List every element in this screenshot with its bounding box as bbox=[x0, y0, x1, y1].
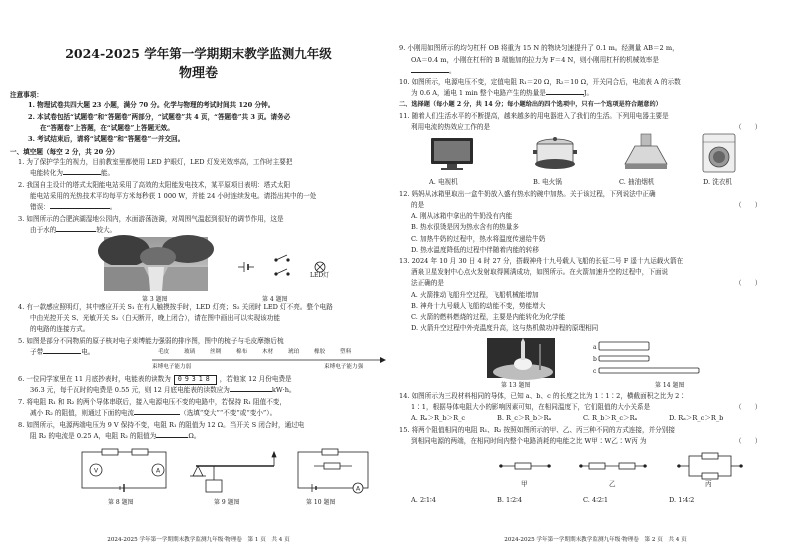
q15-option-c[interactable]: C. 4∶2∶1 bbox=[583, 496, 609, 504]
right-page bbox=[397, 0, 794, 554]
svg-text:c: c bbox=[593, 368, 597, 375]
note-2b: 在“答题卷”上答题，在“试题卷”上答题无效。 bbox=[40, 124, 174, 132]
q15-label-yi: 乙 bbox=[609, 480, 616, 488]
q1-line1: 1. 为了保护学生的视力，目前教室里都使用 LED 护眼灯，LED 灯发光效率高，工作时主要把 bbox=[18, 158, 293, 166]
q3-line1: 3. 如图所示的合肥滨湖湿地公园内，水面游荡涟漪，对周围气温起到很好的调节作用，这是 bbox=[18, 215, 284, 223]
q13-line1: 13. 2024 年 10 月 30 日 4 时 27 分，搭载神舟十九号载人飞船的长征二号 F 遥十九运载火箭在 bbox=[399, 257, 684, 265]
q2-line2: 能电站采用的光热技术平均每平方米每秒获 1 000 W，并能 24 小时连续发电。请指出其中的一处 bbox=[30, 192, 317, 200]
q14-option-d[interactable]: D. Rₐ＞R_c＞R_b bbox=[669, 414, 724, 422]
q13-option-d[interactable]: D. 火箭升空过程中外壳温度升高，这与热机做功冲程的原理相同 bbox=[411, 324, 599, 332]
q13-line3: 法正确的是 bbox=[411, 279, 444, 287]
q5-label-6: 橡胶 bbox=[314, 349, 326, 355]
q13-line2: 酒泉卫星发射中心点火发射取得圆满成功，如图所示。在火箭加速升空的过程中，下面说 bbox=[411, 268, 669, 276]
svg-text:A: A bbox=[156, 467, 161, 475]
q14-line2: 1∶1，根据导体电阻大小的影响因素可知，在相同温度下，它们阻值的大小关系是 bbox=[411, 403, 651, 411]
q12-option-d[interactable]: D. 热水温度降低的过程中伴随着内能的转移 bbox=[411, 246, 539, 254]
q11-option-a[interactable]: A. 电视机 bbox=[429, 178, 458, 186]
q10-line2: 为 0.6 A，通电 1 min 整个电路产生的热量是 J。 bbox=[411, 89, 594, 97]
q9-line3: 。 bbox=[411, 67, 456, 75]
q4-line2: 中由光控开关 S、光敏开关 S₂（白天断开，晚上闭合），请在图中画出可以实现该功能 bbox=[30, 314, 280, 322]
q1-answer-blank[interactable] bbox=[63, 174, 101, 175]
fig3-caption: 第 3 题图 bbox=[142, 296, 168, 303]
note-3: 3. 考试结束后，请将“试题卷”和“答题卷”一并交回。 bbox=[28, 135, 185, 143]
q2-line1: 2. 我国自主设计的塔式太阳能电站采用了高效的太阳能发电技术，某平原项目表明：塔式太阳 bbox=[18, 181, 291, 189]
q7-line1: 7. 将电阻 R₁ 和 R₂ 的两个导体串联后，接入电源电压不变的电路中，若保持 R₁ 阻值不变， bbox=[18, 398, 286, 406]
q15-label-bing: 丙 bbox=[705, 480, 712, 488]
q6-line1: 6. 一位同学家里在 11 月底抄表时，电能表的读数为 09318 ，若他家 12 月份电费是 bbox=[18, 375, 292, 383]
q11-option-b[interactable]: B. 电火锅 bbox=[533, 178, 562, 186]
q13-option-a[interactable]: A. 火箭推动飞船升空过程，飞船机械能增加 bbox=[411, 291, 539, 299]
q5-label-0: 毛皮 bbox=[158, 349, 170, 355]
section-2-heading: 二、选择题（每小题 2 分，共 14 分；每小题给出的四个选项中，只有一个选项是符合题意的） bbox=[399, 101, 662, 108]
q14-option-a[interactable]: A. Rₐ＞R_b＞R_c bbox=[411, 414, 466, 422]
q8-answer-blank[interactable] bbox=[156, 437, 188, 438]
hotpot-icon bbox=[531, 134, 579, 172]
fig13-rocket-launch-photo bbox=[487, 338, 555, 378]
q3-answer-blank[interactable] bbox=[56, 231, 96, 232]
q5-label-1: 玻璃 bbox=[184, 349, 196, 355]
note-1: 1. 物理试卷共四大题 23 小题，满分 70 分。化学与物理的考试时间共 120 分钟。 bbox=[28, 101, 275, 109]
q5-electron-binding-scale bbox=[148, 348, 388, 374]
q5-scale-right: 束缚电子能力强 bbox=[324, 364, 364, 370]
q11-option-d[interactable]: D. 洗衣机 bbox=[703, 178, 733, 186]
q3-line2: 由于水的 较大。 bbox=[30, 226, 117, 234]
q9-answer-blank[interactable] bbox=[411, 72, 449, 73]
q5-label-4: 木材 bbox=[262, 349, 274, 355]
q11-option-c[interactable]: C. 抽油烟机 bbox=[619, 178, 655, 186]
q5-label-2: 丝绸 bbox=[210, 349, 222, 355]
q10-answer-blank[interactable] bbox=[546, 94, 584, 95]
fig3-wetland-photo bbox=[104, 237, 208, 291]
q11-answer-bracket[interactable]: （ ） bbox=[735, 123, 762, 131]
exam-subtitle: 物理卷 bbox=[178, 66, 218, 81]
q13-option-b[interactable]: B. 神舟十九号载人飞船的动能不变，势能增大 bbox=[411, 302, 546, 310]
svg-text:a: a bbox=[593, 344, 597, 351]
q15-label-jia: 甲 bbox=[521, 480, 528, 488]
q7-line2: 减小 R₂ 的阻值，则通过下面的电流 （选填“变大”“不变”或“变小”）。 bbox=[30, 409, 277, 417]
q9-line2: OA＝0.4 m，小刚在杠杆的 B 端施加的拉力为 F＝4 N，则小刚用杠杆的机械效率是 bbox=[411, 56, 659, 64]
q15-answer-bracket[interactable]: （ ） bbox=[735, 437, 762, 445]
q2-answer-blank[interactable] bbox=[50, 208, 110, 209]
notes-heading: 注意事项： bbox=[10, 91, 43, 99]
fig10-caption: 第 10 题图 bbox=[306, 499, 336, 506]
q13-option-c[interactable]: C. 火箭的燃料燃烧的过程，主要是内能转化为化学能 bbox=[411, 313, 566, 321]
fig8-caption: 第 8 题图 bbox=[108, 499, 134, 506]
fig9-caption: 第 9 题图 bbox=[214, 499, 240, 506]
q6-meter-display: 09318 bbox=[174, 375, 217, 385]
fig8-circuit-diagram bbox=[76, 446, 172, 494]
q5-label-5: 琥珀 bbox=[288, 349, 300, 355]
q15-option-b[interactable]: B. 1∶2∶4 bbox=[497, 496, 523, 504]
q14-option-c[interactable]: C. R_b＞R_c＞Rₐ bbox=[583, 414, 638, 422]
q5-line2: 子带 电。 bbox=[30, 348, 95, 356]
tv-icon bbox=[429, 136, 475, 172]
q12-option-c[interactable]: C. 加热牛奶的过程中，热水将温度传递给牛奶 bbox=[411, 235, 546, 243]
q15-option-a[interactable]: A. 2∶1∶4 bbox=[411, 496, 436, 504]
q12-line2: 的是 bbox=[411, 201, 425, 209]
q13-answer-bracket[interactable]: （ ） bbox=[735, 279, 762, 287]
q6-answer-blank[interactable] bbox=[230, 391, 272, 392]
q4-line1: 4. 有一款感应照明灯，其中感应开关 S₁ 在有人触摸按手时，LED 灯亮；S₂ 关闭时 LED 灯不亮。整个电路 bbox=[18, 303, 333, 311]
fig10-circuit-diagram bbox=[292, 446, 374, 494]
range-hood-icon bbox=[621, 134, 671, 172]
q9-line1: 9. 小刚用如图所示的均匀杠杆 OB 将重为 15 N 的物块匀速提升了 0.1 m。经测量 AB＝2 m， bbox=[399, 44, 679, 52]
washing-machine-icon bbox=[701, 132, 737, 174]
q12-line1: 12. 妈妈从冰箱里取出一盒牛奶放入盛有热水的碗中加热。关于该过程，下列说法中正确 bbox=[399, 190, 656, 198]
svg-text:V: V bbox=[94, 467, 99, 475]
q5-scale-left: 束缚电子能力弱 bbox=[152, 364, 192, 370]
q14-option-b[interactable]: B. R_c＞R_b＞Rₐ bbox=[497, 414, 552, 422]
q2-line3: 错误： 。 bbox=[30, 203, 117, 211]
fig4-lamp-label: LED灯 bbox=[310, 272, 330, 279]
q7-answer-blank[interactable] bbox=[134, 414, 180, 415]
q8-line1: 8. 如图所示，电源两端电压为 9 V 保持不变，电阻 R₁ 的阻值为 12 Ω。当开关 S 闭合时，通过电 bbox=[18, 421, 305, 429]
q11-line1: 11. 随着人们生活水平的不断提高，越来越多的用电器进入了我们的生活。下列用电器主要是 bbox=[399, 112, 669, 120]
q15-line1: 15. 将两个阻值相同的电阻 R₁、R₂ 按照如图所示的甲、乙、丙三种不同的方式连接，并分别接 bbox=[399, 426, 675, 434]
section-1-heading: 一、填空题（每空 2 分，共 20 分） bbox=[10, 148, 119, 156]
q12-answer-bracket[interactable]: （ ） bbox=[735, 201, 762, 209]
q6-line2: 36.3 元，每千瓦时的电费是 0.55 元，则 12 月底电能表的读数应为 kW·h。 bbox=[30, 386, 296, 394]
q4-line3: 的电路的连接方式。 bbox=[30, 325, 90, 333]
note-2: 2. 本试卷包括“试题卷”和“答题卷”两部分，“试题卷”共 4 页，“答题卷”共 3 页。请务必 bbox=[28, 113, 291, 121]
fig9-lever-diagram bbox=[190, 452, 280, 496]
right-page-footer: 2024-2025 学年第一学期期末教学监测九年级·物理卷 第 2 页 共 4 页 bbox=[504, 537, 687, 543]
q12-option-a[interactable]: A. 刚从冰箱中拿出的牛奶没有内能 bbox=[411, 212, 513, 220]
fig4-caption: 第 4 题图 bbox=[262, 296, 288, 303]
svg-text:b: b bbox=[593, 356, 597, 363]
fig14-caption: 第 14 题图 bbox=[655, 382, 685, 389]
left-page-footer: 2024-2025 学年第一学期期末教学监测九年级·物理卷 第 1 页 共 4 页 bbox=[107, 537, 290, 543]
fig4-circuit-diagram bbox=[234, 250, 344, 286]
q1-line2: 电能转化为 能。 bbox=[30, 169, 115, 177]
fig13-caption: 第 13 题图 bbox=[501, 382, 531, 389]
svg-text:A: A bbox=[356, 485, 361, 493]
q12-option-b[interactable]: B. 热水很烫是因为热水含有的热量多 bbox=[411, 223, 519, 231]
q5-answer-blank[interactable] bbox=[43, 353, 81, 354]
q5-line1: 5. 如图是部分不同物质的原子核对电子束缚能力强弱的排序图，图中的梳子与毛皮摩擦后梳 bbox=[18, 337, 284, 345]
q15-line2: 到相同电源的两端，在相同时间内整个电路消耗的电能之比 W甲∶W乙∶W丙 为 bbox=[411, 437, 647, 445]
q15-option-d[interactable]: D. 1∶4∶2 bbox=[669, 496, 695, 504]
q11-line2: 利用电流的热效应工作的是 bbox=[411, 123, 491, 131]
fig14-conductors-diagram bbox=[593, 340, 743, 378]
q8-line2: 阻 R₂ 的电流是 0.25 A，电阻 R₂ 的阻值为 Ω。 bbox=[30, 432, 201, 440]
q5-label-3: 棉布 bbox=[236, 349, 248, 355]
q10-line1: 10. 如图所示，电源电压不变，定值电阻 R₁＝20 Ω，R₂＝10 Ω，开关同合后，电流表 A 的示数 bbox=[399, 78, 681, 86]
q14-answer-bracket[interactable]: （ ） bbox=[735, 403, 762, 411]
q14-line1: 14. 如图所示为三段材料相同的导体，已知 a、b、c 的长度之比为 1∶1∶2，横截面积之比为 2∶ bbox=[399, 392, 686, 400]
q5-label-7: 塑料 bbox=[340, 349, 352, 355]
exam-title: 2024-2025 学年第一学期期末教学监测九年级 bbox=[65, 46, 332, 61]
